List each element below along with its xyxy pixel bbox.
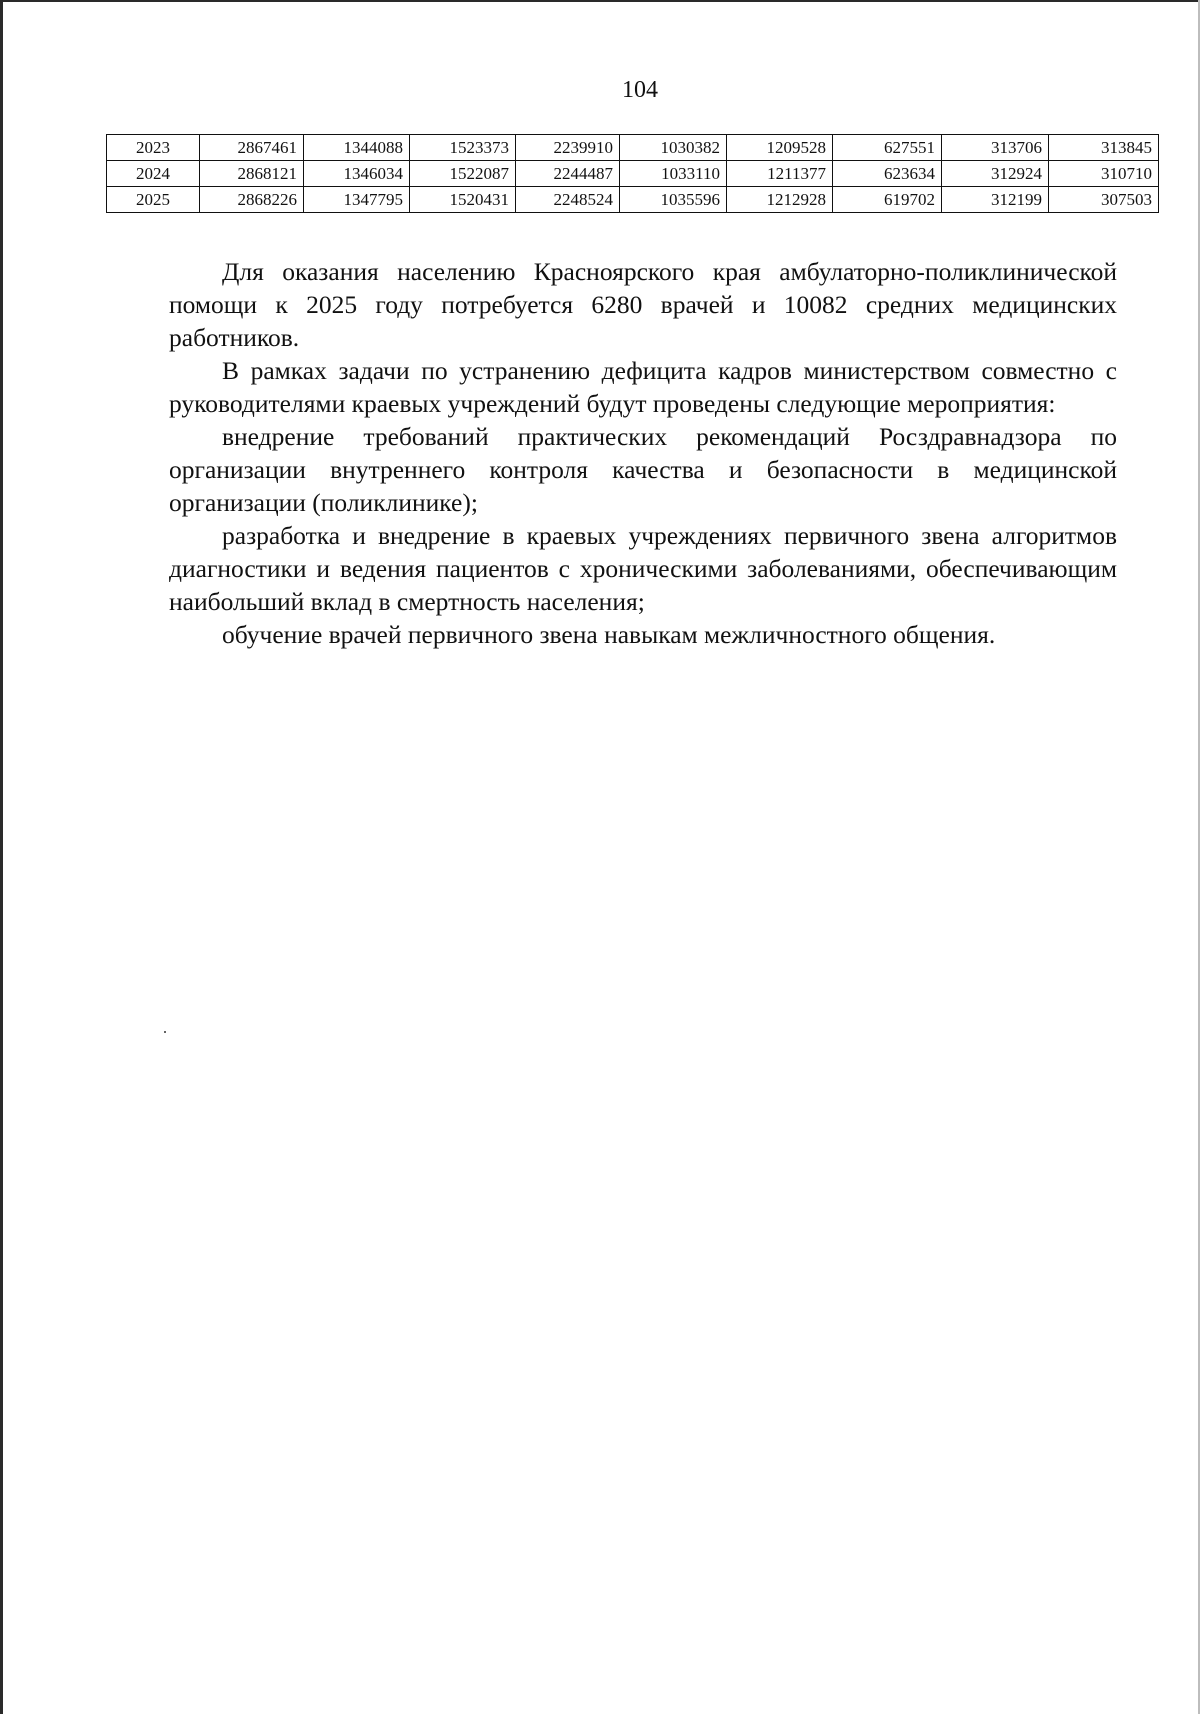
table-cell-year: 2025 bbox=[107, 187, 200, 213]
table-cell: 312199 bbox=[942, 187, 1049, 213]
paragraph-measure-quality-control: внедрение требований практических рекомендаций Росздравнадзора по организации внутреннего контроля качества и безопасности в медицинской организации (поликлинике); bbox=[169, 422, 1117, 517]
page-number: 104 bbox=[622, 77, 658, 103]
table-cell: 1209528 bbox=[727, 135, 833, 161]
table-cell: 619702 bbox=[833, 187, 942, 213]
table-cell: 2244487 bbox=[516, 161, 620, 187]
table-cell-year: 2024 bbox=[107, 161, 200, 187]
table-cell: 2867461 bbox=[200, 135, 304, 161]
paragraph-measure-algorithms: разработка и внедрение в краевых учреждениях первичного звена алгоритмов диагностики и ведения пациентов с хроническими заболеваниями, обеспечивающим наибольший вклад в смертность населения; bbox=[169, 521, 1117, 616]
table-cell: 310710 bbox=[1049, 161, 1159, 187]
table-cell: 1033110 bbox=[620, 161, 727, 187]
table-body bbox=[107, 135, 1159, 213]
table-cell: 1522087 bbox=[410, 161, 516, 187]
table-row bbox=[107, 135, 1159, 161]
paragraph-measure-training: обучение врачей первичного звена навыкам межличностного общения. bbox=[222, 620, 996, 649]
table-cell: 1211377 bbox=[727, 161, 833, 187]
table-cell: 2868226 bbox=[200, 187, 304, 213]
table-cell-year: 2023 bbox=[107, 135, 200, 161]
scan-speck bbox=[164, 1031, 166, 1033]
statistics-table bbox=[106, 134, 1159, 213]
table-cell: 1520431 bbox=[410, 187, 516, 213]
table-cell: 1523373 bbox=[410, 135, 516, 161]
table-cell: 623634 bbox=[833, 161, 942, 187]
table-row bbox=[107, 187, 1159, 213]
paragraph-staffing-need: Для оказания населению Красноярского края амбулаторно-поликлинической помощи к 2025 году потребуется 6280 врачей и 10082 средних медицинских работников. bbox=[169, 257, 1117, 352]
table-cell: 1035596 bbox=[620, 187, 727, 213]
table-cell: 1346034 bbox=[304, 161, 410, 187]
table-cell: 312924 bbox=[942, 161, 1049, 187]
table-cell: 1030382 bbox=[620, 135, 727, 161]
scan-edge-top bbox=[0, 0, 1200, 2]
body-text bbox=[169, 255, 1117, 651]
table-row bbox=[107, 161, 1159, 187]
table-cell: 313706 bbox=[942, 135, 1049, 161]
table-cell: 1347795 bbox=[304, 187, 410, 213]
table-cell: 2248524 bbox=[516, 187, 620, 213]
table-cell: 2868121 bbox=[200, 161, 304, 187]
table-cell: 627551 bbox=[833, 135, 942, 161]
table-cell: 307503 bbox=[1049, 187, 1159, 213]
table-cell: 1212928 bbox=[727, 187, 833, 213]
scan-edge-left bbox=[0, 0, 3, 1714]
table-cell: 313845 bbox=[1049, 135, 1159, 161]
paragraph-measures-intro: В рамках задачи по устранению дефицита кадров министерством совместно с руководителями краевых учреждений будут проведены следующие мероприятия: bbox=[169, 356, 1117, 418]
table-cell: 1344088 bbox=[304, 135, 410, 161]
table-cell: 2239910 bbox=[516, 135, 620, 161]
